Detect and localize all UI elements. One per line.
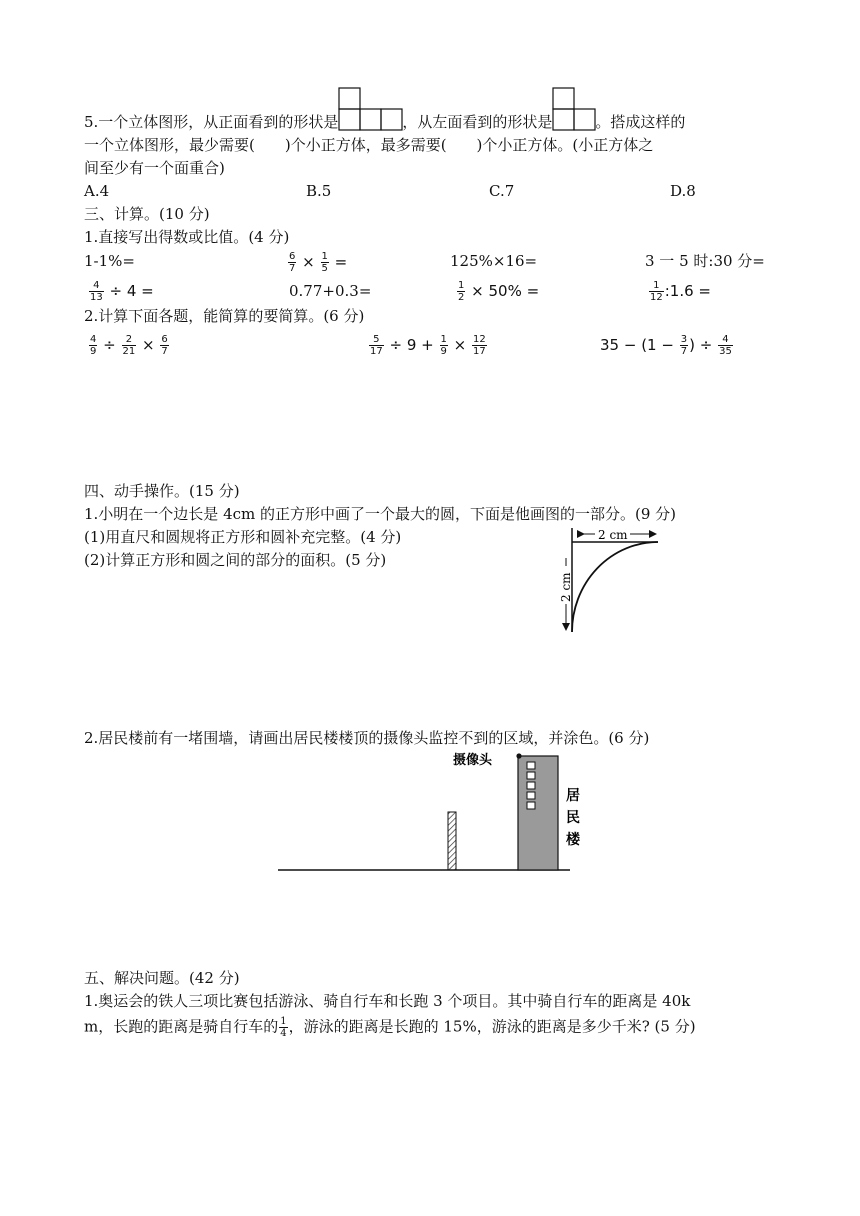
q5-text-a: 5.一个立体图形，从正面看到的形状是 <box>84 113 339 131</box>
building-label-2: 民 <box>566 810 580 826</box>
numerator: 1 <box>440 334 447 345</box>
calc-r1c2 <box>287 251 347 274</box>
denominator: 2 <box>458 292 465 303</box>
numerator: 6 <box>289 251 296 262</box>
equals: = <box>334 253 348 271</box>
fraction <box>649 280 664 303</box>
operator: × <box>453 336 467 354</box>
denominator: 9 <box>440 346 447 357</box>
building-window <box>527 772 535 779</box>
calc-expr-3 <box>600 334 734 357</box>
numerator: 12 <box>473 334 486 345</box>
q5-line2: 一个立体图形，最少需要( )个小正方体，最多需要( )个小正方体。(小正方体之 <box>84 136 654 154</box>
numerator: 6 <box>161 334 168 345</box>
denominator: 7 <box>680 346 688 357</box>
fraction <box>321 251 329 274</box>
camera-dot <box>516 753 521 758</box>
front-view-svg <box>338 87 404 131</box>
calc-r2c3 <box>456 280 539 303</box>
expression-mid: ) ÷ <box>689 336 713 354</box>
calc-r2c4 <box>648 280 711 303</box>
left-view-svg <box>552 87 597 131</box>
section4-q1b: (2)计算正方形和圆之间的部分的面积。(5 分) <box>84 551 387 569</box>
fraction <box>279 1016 287 1039</box>
numerator: 4 <box>718 334 733 346</box>
q5-option-c: C.7 <box>489 182 515 200</box>
building-window <box>527 762 535 769</box>
section4-q1: 1.小明在一个边长是 4cm 的正方形中画了一个最大的圆，下面是他画图的一部分。(9 分) <box>84 505 677 523</box>
calc-r2c2: 0.77+0.3= <box>289 282 372 300</box>
numerator: 5 <box>369 334 384 346</box>
q5-option-b: B.5 <box>306 182 332 200</box>
numerator: 4 <box>89 280 104 292</box>
building-wall-figure <box>276 748 580 874</box>
calc-r1c1: 1-1%= <box>84 252 135 270</box>
fraction <box>440 334 448 357</box>
left-view-figure <box>552 112 595 132</box>
calc-r2c1 <box>88 280 154 303</box>
denominator: 7 <box>161 346 168 357</box>
expression-mid: ÷ 9 + <box>389 336 434 354</box>
q5-line3: 间至少有一个面重合) <box>84 159 225 177</box>
fraction <box>680 334 688 357</box>
building-window <box>527 792 535 799</box>
denominator: 12 <box>650 292 663 303</box>
numerator: 1 <box>458 280 465 291</box>
section3-title: 三、计算。(10 分) <box>84 205 210 223</box>
fraction <box>160 334 168 357</box>
expression-rest: ÷ 4 = <box>109 282 154 300</box>
fraction <box>288 251 296 274</box>
calc-r1c3: 125%×16= <box>450 252 538 270</box>
numerator: 1 <box>649 280 664 292</box>
numerator: 2 <box>122 334 137 346</box>
section4-q2: 2.居民楼前有一堵围墙，请画出居民楼楼顶的摄像头监控不到的区域，并涂色。(6 分) <box>84 729 650 747</box>
quarter-circle-figure <box>548 522 668 634</box>
operator: ÷ <box>103 336 116 354</box>
calc-r1c4: 3 一 5 时:30 分= <box>645 252 765 270</box>
quarter-arc <box>572 542 658 632</box>
wall <box>448 812 456 870</box>
denominator: 7 <box>289 263 296 274</box>
q5-option-a: A.4 <box>84 182 110 200</box>
expression-rest: :1.6 = <box>664 282 711 300</box>
top-dimension-label: 2 cm <box>598 528 628 542</box>
denominator: 17 <box>370 346 383 357</box>
calc-expr-2 <box>368 334 488 357</box>
denominator: 21 <box>122 346 136 357</box>
section3-sub1: 1.直接写出得数或比值。(4 分) <box>84 228 290 246</box>
building-window <box>527 782 535 789</box>
fraction <box>457 280 465 303</box>
fraction <box>122 334 137 357</box>
operator: × <box>142 336 155 354</box>
expression-rest: × 50% = <box>471 282 540 300</box>
denominator: 5 <box>321 263 328 274</box>
q5-text-c: 。搭成这样的 <box>595 113 686 131</box>
section4-q1a: (1)用直尺和圆规将正方形和圆补充完整。(4 分) <box>84 528 402 546</box>
section4-title: 四、动手操作。(15 分) <box>84 482 240 500</box>
q5-option-d: D.8 <box>670 182 696 200</box>
fraction <box>89 280 104 303</box>
calc-expr-1 <box>88 334 170 357</box>
residential-building <box>518 756 558 870</box>
q1-text-a: m，长跑的距离是骑自行车的 <box>84 1017 279 1036</box>
expression-lead: 35 − (1 − <box>600 336 674 354</box>
building-window <box>527 802 535 809</box>
numerator: 4 <box>90 334 97 345</box>
section5-title: 五、解决问题。(42 分) <box>84 969 240 987</box>
operator: × <box>302 253 315 271</box>
camera-label: 摄像头 <box>453 753 493 768</box>
q5-text-b: ，从左面看到的形状是 <box>402 113 553 131</box>
denominator: 13 <box>90 292 103 303</box>
building-label-3: 楼 <box>566 832 580 848</box>
numerator: 1 <box>280 1016 287 1027</box>
fraction <box>718 334 733 357</box>
building-label-1: 居 <box>566 788 580 804</box>
numerator: 1 <box>321 251 328 262</box>
numerator: 3 <box>680 334 688 345</box>
q5-line1 <box>84 112 685 132</box>
section5-q1-line2 <box>84 1016 696 1039</box>
section5-q1-line1: 1.奥运会的铁人三项比赛包括游泳、骑自行车和长跑 3 个项目。其中骑自行车的距离是 40k <box>84 992 691 1010</box>
side-dimension-label: 2 cm <box>559 572 573 602</box>
fraction <box>369 334 384 357</box>
fraction <box>89 334 97 357</box>
section3-sub2: 2.计算下面各题，能简算的要简算。(6 分) <box>84 307 365 325</box>
denominator: 35 <box>719 346 732 357</box>
front-view-figure <box>338 112 402 132</box>
q1-text-b: ，游泳的距离是长跑的 15%，游泳的距离是多少千米? (5 分) <box>288 1017 696 1036</box>
denominator: 9 <box>90 346 97 357</box>
fraction <box>472 334 487 357</box>
denominator: 4 <box>280 1028 287 1039</box>
denominator: 17 <box>473 346 486 357</box>
